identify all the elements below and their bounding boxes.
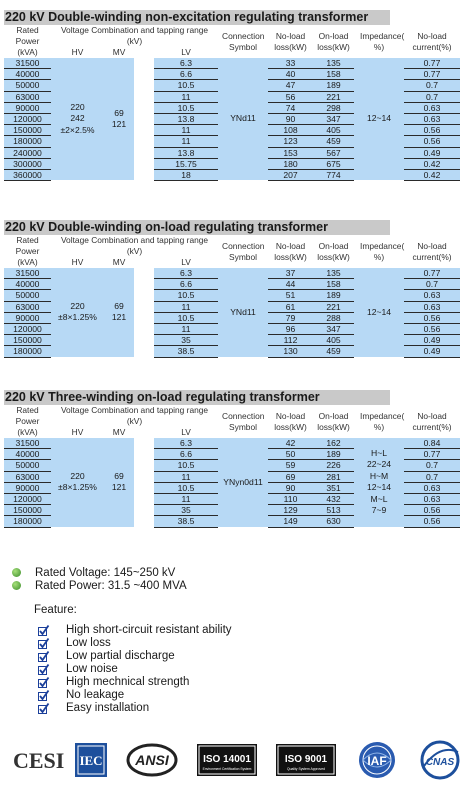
- hv-value: 220: [70, 300, 85, 311]
- column-header: LV: [154, 47, 218, 58]
- column-header: No-load loss(kW): [268, 235, 313, 268]
- feature-item: [38, 650, 232, 663]
- rated-power-cell: 180000: [4, 516, 51, 527]
- onload-loss-cell: 347: [313, 324, 354, 335]
- onload-loss-cell: 675: [313, 158, 354, 169]
- lv-cell: 11: [154, 301, 218, 312]
- spacer-cell: [134, 125, 154, 136]
- spacer-cell: [134, 147, 154, 158]
- connection-cell: YNyn0d11: [218, 438, 268, 527]
- hv-value: 220: [70, 101, 85, 112]
- impedance-value: 12~14: [366, 482, 392, 493]
- table-row: [4, 438, 460, 449]
- connection-cell: YNd11: [218, 268, 268, 357]
- impedance-cell: [354, 438, 404, 527]
- onload-loss-cell: 405: [313, 125, 354, 136]
- spacer-cell: [134, 312, 154, 323]
- spacer-cell: [134, 170, 154, 181]
- onload-loss-cell: 351: [313, 482, 354, 493]
- onload-loss-cell: 513: [313, 505, 354, 516]
- lv-cell: 11: [154, 471, 218, 482]
- noload-loss-cell: 110: [268, 494, 313, 505]
- spec-table: [4, 25, 460, 181]
- column-header: Voltage Combination and tapping range (kV): [51, 25, 218, 47]
- mv-value: 69: [114, 470, 124, 481]
- iaf-logo: [355, 740, 399, 780]
- column-header: Rated Power: [4, 25, 51, 47]
- rated-power-cell: 50000: [4, 80, 51, 91]
- noload-current-cell: 0.77: [404, 268, 460, 279]
- mv-value: 121: [111, 119, 127, 130]
- mv-value: 121: [111, 312, 127, 323]
- rated-power-cell: 31500: [4, 438, 51, 449]
- lv-cell: 10.5: [154, 312, 218, 323]
- lv-cell: 13.8: [154, 114, 218, 125]
- lv-cell: 11: [154, 125, 218, 136]
- noload-current-cell: 0.56: [404, 516, 460, 527]
- lv-cell: 38.5: [154, 516, 218, 527]
- onload-loss-cell: 774: [313, 170, 354, 181]
- onload-loss-cell: 158: [313, 279, 354, 290]
- hv-value: ±8×1.25%: [58, 482, 97, 493]
- lv-cell: 15.75: [154, 158, 218, 169]
- table-row: [4, 58, 460, 69]
- spacer-cell: [134, 268, 154, 279]
- column-header: MV: [104, 427, 134, 438]
- column-header: HV: [51, 47, 104, 58]
- mv-value: 121: [111, 482, 127, 493]
- spacer-cell: [134, 516, 154, 527]
- rated-power-cell: 40000: [4, 69, 51, 80]
- column-header: (kVA): [4, 257, 51, 268]
- mv-value: 69: [114, 300, 124, 311]
- noload-current-cell: 0.42: [404, 170, 460, 181]
- onload-loss-cell: 158: [313, 69, 354, 80]
- column-header: No-load loss(kW): [268, 25, 313, 58]
- rated-power-cell: 63000: [4, 301, 51, 312]
- hv-value: ±8×1.25%: [58, 312, 97, 323]
- hv-value: ±2×2.5%: [60, 124, 95, 135]
- column-header: On-load loss(kW): [313, 235, 354, 268]
- noload-loss-cell: 61: [268, 301, 313, 312]
- checkbox-checked-icon: [38, 677, 48, 687]
- noload-current-cell: 0.63: [404, 114, 460, 125]
- rated-power-cell: 120000: [4, 324, 51, 335]
- lv-cell: 6.6: [154, 69, 218, 80]
- cesi-logo-text: CESI: [13, 748, 65, 773]
- column-header: MV: [104, 47, 134, 58]
- lv-cell: 6.3: [154, 438, 218, 449]
- spacer-cell: [134, 346, 154, 357]
- spacer-cell: [134, 114, 154, 125]
- cnas-logo: [418, 740, 462, 780]
- feature-item: [38, 663, 232, 676]
- noload-current-cell: 0.49: [404, 147, 460, 158]
- rated-power-cell: 180000: [4, 136, 51, 147]
- noload-loss-cell: 33: [268, 58, 313, 69]
- spacer-cell: [134, 449, 154, 460]
- checkbox-checked-icon: [38, 690, 48, 700]
- column-header: (kVA): [4, 427, 51, 438]
- noload-loss-cell: 47: [268, 80, 313, 91]
- hv-cell: [51, 268, 104, 357]
- column-header: Rated Power: [4, 235, 51, 257]
- lv-cell: 35: [154, 505, 218, 516]
- lv-cell: 11: [154, 91, 218, 102]
- impedance-value: 12~14: [366, 113, 392, 124]
- spacer-cell: [134, 494, 154, 505]
- rated-power-cell: 31500: [4, 58, 51, 69]
- column-header: No-load loss(kW): [268, 405, 313, 438]
- noload-loss-cell: 207: [268, 170, 313, 181]
- column-header: HV: [51, 427, 104, 438]
- spec-table: [4, 405, 460, 528]
- green-bullet-icon: [12, 581, 21, 590]
- cnas-logo-text: CNAS: [425, 757, 455, 768]
- column-header: Connection Symbol: [218, 235, 268, 268]
- onload-loss-cell: 189: [313, 449, 354, 460]
- mv-value: 69: [114, 107, 124, 118]
- noload-current-cell: 0.63: [404, 494, 460, 505]
- onload-loss-cell: 189: [313, 80, 354, 91]
- column-header: Rated Power: [4, 405, 51, 427]
- iso14001-logo-text: ISO 14001: [203, 754, 251, 765]
- hv-cell: [51, 58, 104, 181]
- noload-current-cell: 0.63: [404, 290, 460, 301]
- lv-cell: 38.5: [154, 346, 218, 357]
- noload-current-cell: 0.77: [404, 69, 460, 80]
- hv-value: 242: [70, 113, 85, 124]
- ansi-logo-text: ANSI: [135, 752, 169, 768]
- noload-loss-cell: 44: [268, 279, 313, 290]
- column-header: No-load current(%): [404, 235, 460, 268]
- noload-current-cell: 0.7: [404, 471, 460, 482]
- green-bullet-icon: [12, 568, 21, 577]
- noload-current-cell: 0.56: [404, 125, 460, 136]
- onload-loss-cell: 162: [313, 438, 354, 449]
- iec-logo-text: IEC: [79, 753, 103, 768]
- onload-loss-cell: 298: [313, 102, 354, 113]
- rated-power-cell: 31500: [4, 268, 51, 279]
- noload-loss-cell: 130: [268, 346, 313, 357]
- noload-current-cell: 0.7: [404, 279, 460, 290]
- onload-loss-cell: 288: [313, 312, 354, 323]
- hv-value: 220: [70, 470, 85, 481]
- impedance-value: 7~9: [371, 505, 387, 516]
- lv-cell: 6.3: [154, 58, 218, 69]
- rated-power-cell: 40000: [4, 279, 51, 290]
- spacer-cell: [134, 301, 154, 312]
- iec-logo: [75, 743, 107, 777]
- checkbox-checked-icon: [38, 703, 48, 713]
- spacer-cell: [134, 335, 154, 346]
- column-header: LV: [154, 257, 218, 268]
- checkbox-checked-icon: [38, 625, 48, 635]
- spacer-cell: [134, 80, 154, 91]
- column-header: LV: [154, 427, 218, 438]
- spec-section: [4, 220, 460, 358]
- spacer-cell: [134, 460, 154, 471]
- feature-item: [38, 624, 232, 637]
- onload-loss-cell: 221: [313, 301, 354, 312]
- noload-loss-cell: 129: [268, 505, 313, 516]
- hv-cell: [51, 438, 104, 527]
- noload-current-cell: 0.77: [404, 449, 460, 460]
- lv-cell: 6.3: [154, 268, 218, 279]
- impedance-cell: [354, 268, 404, 357]
- noload-loss-cell: 56: [268, 91, 313, 102]
- rated-power-cell: 50000: [4, 460, 51, 471]
- noload-current-cell: 0.7: [404, 91, 460, 102]
- column-header: On-load loss(kW): [313, 25, 354, 58]
- noload-loss-cell: 123: [268, 136, 313, 147]
- column-header: Impedance( %): [354, 25, 404, 58]
- rated-voltage: Rated Voltage: 145~250 kV: [35, 566, 176, 579]
- checkbox-checked-icon: [38, 638, 48, 648]
- noload-loss-cell: 108: [268, 125, 313, 136]
- lv-cell: 6.6: [154, 279, 218, 290]
- column-header: No-load current(%): [404, 25, 460, 58]
- feature-label: Easy installation: [66, 701, 150, 714]
- ratings-list: [12, 566, 187, 592]
- certification-logos: [12, 738, 462, 782]
- spacer-cell: [134, 91, 154, 102]
- spacer-cell: [134, 471, 154, 482]
- feature-item: [38, 688, 232, 701]
- onload-loss-cell: 135: [313, 58, 354, 69]
- column-header: Connection Symbol: [218, 25, 268, 58]
- cesi-logo: [12, 746, 65, 774]
- feature-title: Feature:: [34, 604, 77, 616]
- noload-loss-cell: 90: [268, 114, 313, 125]
- noload-current-cell: 0.84: [404, 438, 460, 449]
- noload-loss-cell: 149: [268, 516, 313, 527]
- noload-loss-cell: 69: [268, 471, 313, 482]
- column-header: Impedance( %): [354, 235, 404, 268]
- noload-current-cell: 0.42: [404, 158, 460, 169]
- section-title: 220 kV Double-winding on-load regulating transformer: [4, 220, 390, 235]
- feature-label: No leakage: [66, 688, 125, 701]
- rating-item: [12, 579, 187, 592]
- lv-cell: 11: [154, 324, 218, 335]
- lv-cell: 35: [154, 335, 218, 346]
- section-title: 220 kV Three-winding on-load regulating transformer: [4, 390, 390, 405]
- lv-cell: 18: [154, 170, 218, 181]
- iso9001-logo-text: ISO 9001: [284, 754, 328, 765]
- onload-loss-cell: 405: [313, 335, 354, 346]
- onload-loss-cell: 221: [313, 91, 354, 102]
- noload-current-cell: 0.49: [404, 346, 460, 357]
- spacer-cell: [134, 324, 154, 335]
- ansi-logo: [126, 743, 178, 777]
- onload-loss-cell: 567: [313, 147, 354, 158]
- lv-cell: 10.5: [154, 290, 218, 301]
- feature-label: High mechnical strength: [66, 676, 190, 688]
- spacer-cell: [134, 505, 154, 516]
- spec-table: [4, 235, 460, 358]
- noload-loss-cell: 112: [268, 335, 313, 346]
- lv-cell: 13.8: [154, 147, 218, 158]
- rated-power-cell: 120000: [4, 494, 51, 505]
- spec-section: [4, 390, 460, 528]
- onload-loss-cell: 459: [313, 346, 354, 357]
- noload-current-cell: 0.56: [404, 505, 460, 516]
- noload-current-cell: 0.56: [404, 312, 460, 323]
- checkbox-checked-icon: [38, 664, 48, 674]
- noload-loss-cell: 74: [268, 102, 313, 113]
- noload-loss-cell: 96: [268, 324, 313, 335]
- spacer-cell: [134, 290, 154, 301]
- rated-power-cell: 180000: [4, 346, 51, 357]
- onload-loss-cell: 281: [313, 471, 354, 482]
- noload-loss-cell: 153: [268, 147, 313, 158]
- impedance-cell: [354, 58, 404, 181]
- spacer-cell: [134, 69, 154, 80]
- feature-item: [38, 637, 232, 650]
- spacer-cell: [134, 482, 154, 493]
- svg-text:Environment Certification Syst: Environment Certification System: [202, 767, 252, 771]
- noload-current-cell: 0.7: [404, 80, 460, 91]
- spacer-cell: [134, 58, 154, 69]
- rated-power-cell: 63000: [4, 471, 51, 482]
- rated-power-cell: 120000: [4, 114, 51, 125]
- onload-loss-cell: 189: [313, 290, 354, 301]
- rating-item: [12, 566, 187, 579]
- onload-loss-cell: 630: [313, 516, 354, 527]
- noload-loss-cell: 40: [268, 69, 313, 80]
- iaf-logo-text: IAF: [367, 754, 387, 768]
- svg-text:Quality System Approved: Quality System Approved: [286, 767, 326, 771]
- impedance-value: 22~24: [366, 459, 392, 470]
- column-header: No-load current(%): [404, 405, 460, 438]
- rated-power-cell: 150000: [4, 125, 51, 136]
- lv-cell: 10.5: [154, 460, 218, 471]
- rated-power-cell: 50000: [4, 290, 51, 301]
- column-header: (kVA): [4, 47, 51, 58]
- noload-current-cell: 0.77: [404, 58, 460, 69]
- spacer-cell: [134, 279, 154, 290]
- rated-power-cell: 300000: [4, 158, 51, 169]
- noload-loss-cell: 59: [268, 460, 313, 471]
- column-header: Voltage Combination and tapping range (kV): [51, 405, 218, 427]
- rated-power: Rated Power: 31.5 ~400 MVA: [35, 579, 187, 592]
- column-header: Connection Symbol: [218, 405, 268, 438]
- noload-loss-cell: 50: [268, 449, 313, 460]
- feature-label: Low noise: [66, 663, 118, 676]
- rated-power-cell: 63000: [4, 91, 51, 102]
- onload-loss-cell: 226: [313, 460, 354, 471]
- onload-loss-cell: 135: [313, 268, 354, 279]
- impedance-value: M~L: [370, 493, 388, 504]
- noload-current-cell: 0.49: [404, 335, 460, 346]
- noload-loss-cell: 180: [268, 158, 313, 169]
- noload-current-cell: 0.7: [404, 460, 460, 471]
- rated-power-cell: 240000: [4, 147, 51, 158]
- noload-loss-cell: 90: [268, 482, 313, 493]
- onload-loss-cell: 459: [313, 136, 354, 147]
- lv-cell: 11: [154, 494, 218, 505]
- noload-loss-cell: 79: [268, 312, 313, 323]
- column-header: [134, 427, 154, 438]
- lv-cell: 10.5: [154, 482, 218, 493]
- rated-power-cell: 90000: [4, 312, 51, 323]
- impedance-value: H~L: [371, 447, 388, 458]
- feature-label: High short-circuit resistant ability: [66, 624, 232, 637]
- rated-power-cell: 90000: [4, 102, 51, 113]
- checkbox-checked-icon: [38, 651, 48, 661]
- column-header: [134, 47, 154, 58]
- noload-loss-cell: 42: [268, 438, 313, 449]
- column-header: Voltage Combination and tapping range (kV): [51, 235, 218, 257]
- rated-power-cell: 150000: [4, 505, 51, 516]
- feature-item: [38, 701, 232, 714]
- noload-current-cell: 0.56: [404, 324, 460, 335]
- noload-loss-cell: 51: [268, 290, 313, 301]
- mv-cell: [104, 268, 134, 357]
- connection-cell: YNd11: [218, 58, 268, 181]
- spacer-cell: [134, 158, 154, 169]
- rated-power-cell: 150000: [4, 335, 51, 346]
- onload-loss-cell: 347: [313, 114, 354, 125]
- lv-cell: 6.6: [154, 449, 218, 460]
- lv-cell: 10.5: [154, 102, 218, 113]
- iso14001-logo: [197, 744, 257, 776]
- spacer-cell: [134, 136, 154, 147]
- mv-cell: [104, 438, 134, 527]
- feature-item: [38, 676, 232, 689]
- column-header: HV: [51, 257, 104, 268]
- iso9001-logo: [276, 744, 336, 776]
- column-header: On-load loss(kW): [313, 405, 354, 438]
- mv-cell: [104, 58, 134, 181]
- noload-current-cell: 0.63: [404, 482, 460, 493]
- noload-current-cell: 0.63: [404, 102, 460, 113]
- onload-loss-cell: 432: [313, 494, 354, 505]
- rated-power-cell: 40000: [4, 449, 51, 460]
- feature-label: Low loss: [66, 637, 111, 650]
- impedance-value: H~M: [369, 470, 389, 481]
- column-header: MV: [104, 257, 134, 268]
- spacer-cell: [134, 102, 154, 113]
- feature-list: [38, 624, 232, 714]
- section-title: 220 kV Double-winding non-excitation regulating transformer: [4, 10, 390, 25]
- lv-cell: 10.5: [154, 80, 218, 91]
- column-header: Impedance( %): [354, 405, 404, 438]
- noload-current-cell: 0.56: [404, 136, 460, 147]
- impedance-value: 12~14: [366, 306, 392, 317]
- noload-current-cell: 0.63: [404, 301, 460, 312]
- spec-section: [4, 10, 460, 181]
- column-header: [134, 257, 154, 268]
- noload-loss-cell: 37: [268, 268, 313, 279]
- feature-label: Low partial discharge: [66, 650, 175, 663]
- rated-power-cell: 360000: [4, 170, 51, 181]
- rated-power-cell: 90000: [4, 482, 51, 493]
- lv-cell: 11: [154, 136, 218, 147]
- spacer-cell: [134, 438, 154, 449]
- table-row: [4, 268, 460, 279]
